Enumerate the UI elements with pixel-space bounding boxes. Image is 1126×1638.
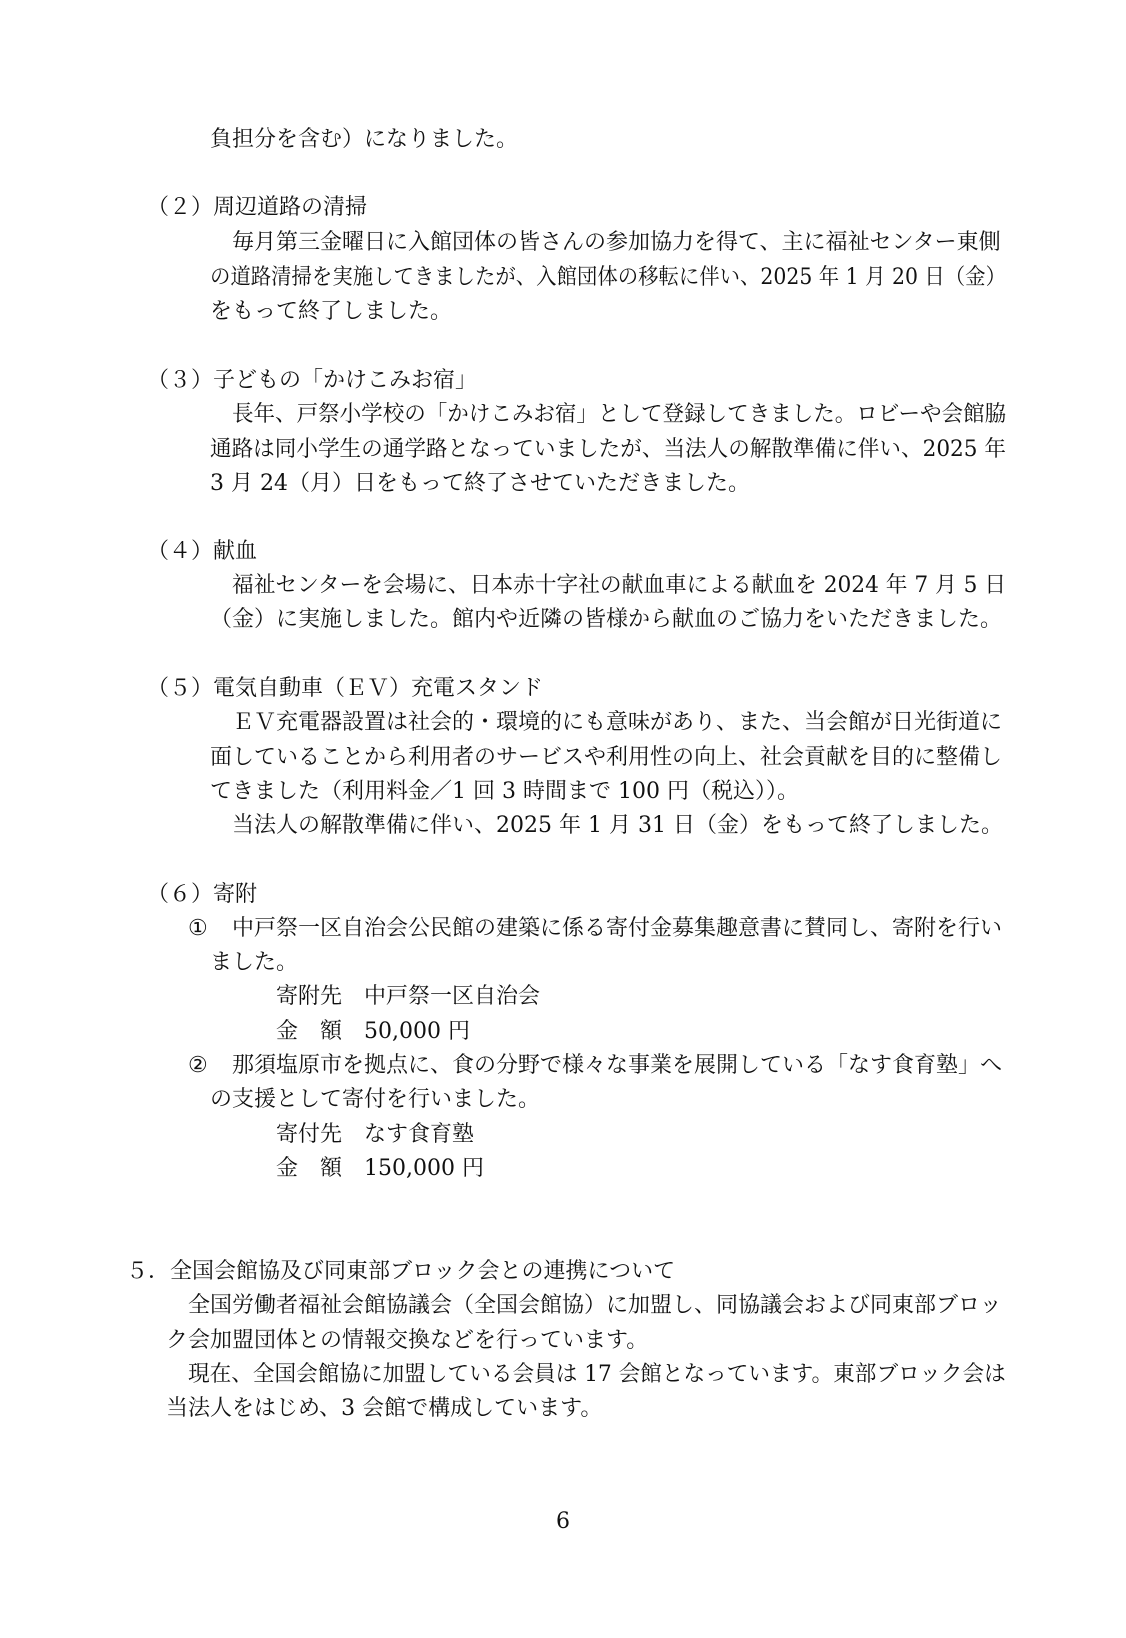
donation-1-line: 中戸祭一区自治会公民館の建築に係る寄付金募集趣意書に賛同し、寄附を行い (232, 916, 1003, 941)
section-5-line: ＥＶ充電器設置は社会的・環境的にも意味があり、また、当会館が日光街道に (232, 710, 1003, 735)
section-2-line: 毎月第三金曜日に入館団体の皆さんの参加協力を得て、主に福祉センター東側 (232, 230, 1001, 255)
donation-1-recipient: 寄附先 中戸祭一区自治会 (276, 984, 541, 1009)
section-5-line: 当法人の解散準備に伴い、2025 年 1 月 31 日（金）をもって終了しました。 (232, 813, 1003, 838)
donation-2-amount: 金 額 150,000 円 (276, 1156, 484, 1181)
donation-1-marker: ① (188, 916, 208, 941)
section-2-line: をもって終了しました。 (210, 299, 453, 324)
section-2-heading: （２）周辺道路の清掃 (147, 195, 368, 220)
section-4-line: 福祉センターを会場に、日本赤十字社の献血車による献血を 2024 年 7 月 5 日 (232, 573, 1007, 598)
section-3-line: 長年、戸祭小学校の「かけこみお宿」として登録してきました。ロビーや会館脇 (232, 402, 1007, 427)
section-5-line: 面していることから利用者のサービスや利用性の向上、社会貢献を目的に整備し (210, 745, 1003, 770)
section-5-heading: （５）電気自動車（ＥＶ）充電スタンド (147, 676, 544, 701)
section-2-line: の道路清掃を実施してきましたが、入館団体の移転に伴い、2025 年 1 月 20 日（金） (210, 265, 1006, 290)
section-4-heading: （４）献血 (147, 539, 258, 564)
section-3-line: 3 月 24（月）日をもって終了させていただきました。 (210, 471, 750, 496)
chapter-5-line: 当法人をはじめ、3 会館で構成しています。 (166, 1396, 603, 1421)
chapter-5-heading: ５．全国会館協及び同東部ブロック会との連携について (126, 1259, 676, 1284)
section-6-heading: （６）寄附 (147, 882, 258, 907)
donation-2-recipient: 寄付先 なす食育塾 (276, 1122, 475, 1147)
page-number: 6 (556, 1509, 570, 1534)
donation-1-amount: 金 額 50,000 円 (276, 1019, 470, 1044)
donation-2-line: 那須塩原市を拠点に、食の分野で様々な事業を展開している「なす食育塾」へ (232, 1053, 1003, 1078)
section-3-line: 通路は同小学生の通学路となっていましたが、当法人の解散準備に伴い、2025 年 (210, 437, 1006, 462)
donation-2-marker: ② (188, 1053, 208, 1078)
donation-2-line: の支援として寄付を行いました。 (210, 1087, 541, 1112)
section-5-line: てきました（利用料金／1 回 3 時間まで 100 円（税込））。 (210, 779, 799, 804)
section-4-line: （金）に実施しました。館内や近隣の皆様から献血のご協力をいただきました。 (210, 607, 1003, 632)
chapter-5-line: 現在、全国会館協に加盟している会員は 17 会館となっています。東部ブロック会は (188, 1362, 1006, 1387)
section-3-heading: （３）子どもの「かけこみお宿」 (147, 368, 478, 393)
chapter-5-line: 全国労働者福祉会館協議会（全国会館協）に加盟し、同協議会および同東部ブロッ (188, 1293, 1002, 1318)
intro-line: 負担分を含む）になりました。 (210, 127, 519, 152)
chapter-5-line: ク会加盟団体との情報交換などを行っています。 (166, 1328, 649, 1353)
donation-1-line: ました。 (210, 950, 299, 975)
